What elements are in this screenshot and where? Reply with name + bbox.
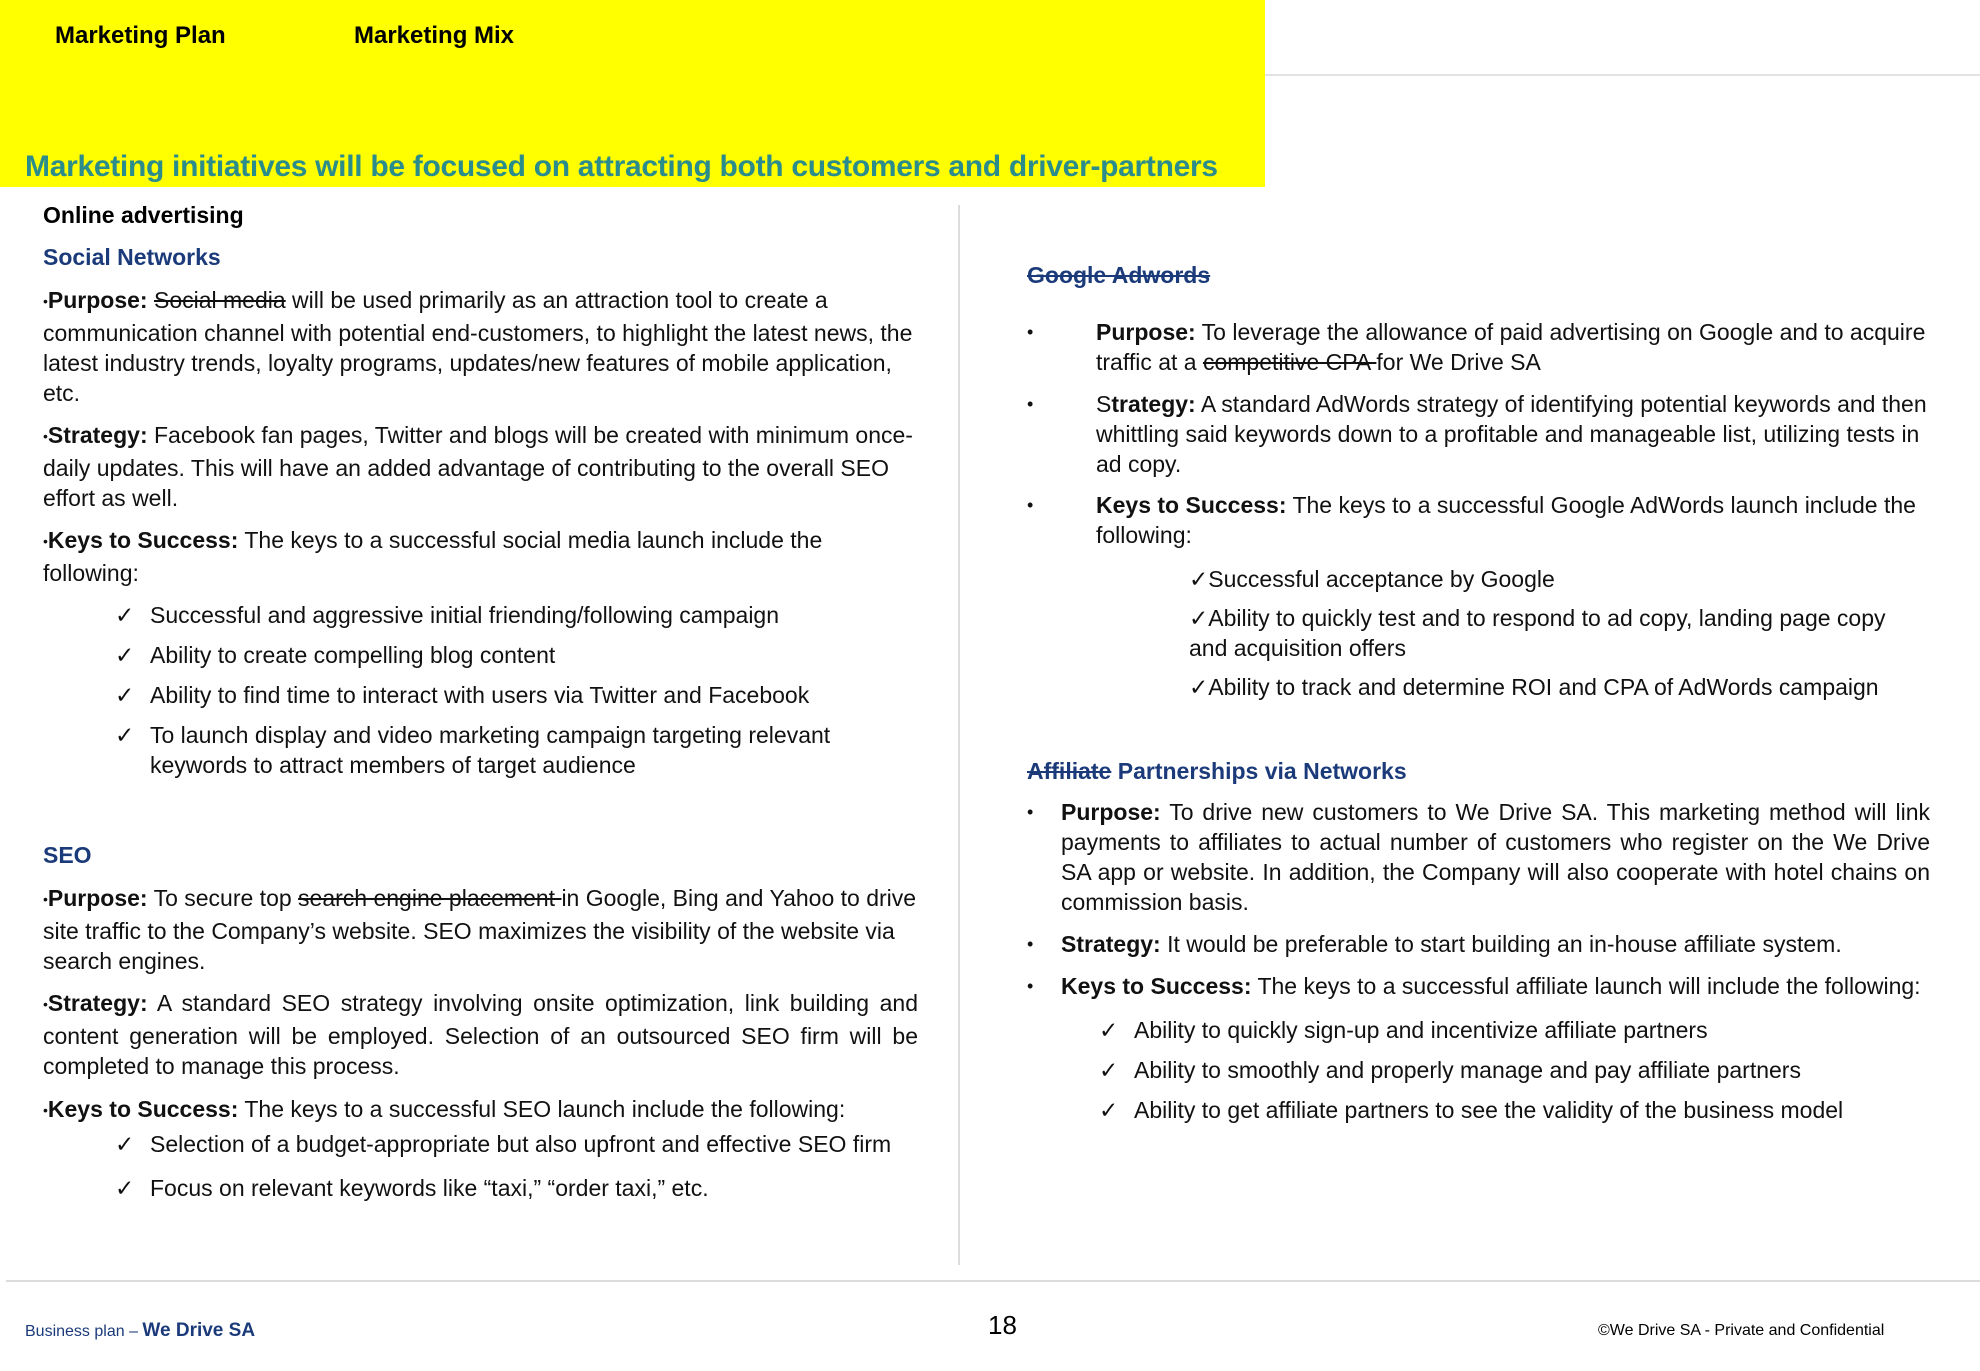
- purpose-label: Purpose:: [47, 287, 148, 313]
- keys-label: Keys to Success:: [47, 527, 239, 553]
- keys-label: Keys to Success:: [1096, 492, 1287, 518]
- footer-rule: [6, 1280, 1980, 1282]
- strategy-text: A standard SEO strategy involving onsite optimization, link building and content generation will be employed. Selection of an outsourced SEO firm will be completed to manage this process.: [43, 990, 918, 1079]
- affiliate-heading: [1027, 756, 1930, 786]
- list-item: ✓ Selection of a budget-appropriate but also upfront and effective SEO firm: [43, 1129, 918, 1159]
- purpose-label: Purpose:: [1061, 799, 1161, 825]
- seo-purpose: [43, 883, 918, 976]
- affiliate-purpose: [1027, 797, 1930, 917]
- page-banner: Marketing initiatives will be focused on attracting both customers and driver-partners: [25, 150, 1218, 183]
- purpose-text: in Google, Bing and Yahoo to drive site traffic to the Company’s website. SEO maximizes the visibility of the website via search engines.: [43, 885, 917, 974]
- left-column: [43, 200, 918, 1203]
- keys-text: The keys to a successful SEO launch include the following:: [238, 1096, 846, 1122]
- google-adwords-heading: Google Adwords: [1027, 262, 1211, 288]
- list-item: ✓ Ability to quickly test and to respond to ad copy, landing page copy and acquisition offers: [1027, 603, 1930, 663]
- adwords-keys: [1027, 490, 1930, 550]
- footer-brand: We Drive SA: [142, 1320, 256, 1341]
- purpose-text: will be used primarily as an attraction tool to create a communication channel with potential end-customers, to highlight the latest news, the latest industry trends, loyalty programs, updates/new features of mobile application, etc.: [43, 287, 913, 406]
- heading-text: Partnerships via Networks: [1111, 758, 1407, 784]
- seo-heading: SEO: [43, 842, 92, 868]
- header-rule: [1265, 74, 1980, 76]
- struck-text: Affiliate: [1027, 758, 1112, 784]
- purpose-label: Purpose:: [47, 885, 148, 911]
- list-item: ✓ Successful and aggressive initial friending/following campaign: [43, 600, 918, 630]
- seo-keys: [43, 1094, 918, 1127]
- keys-text: The keys to a successful Google AdWords launch include the following:: [1096, 492, 1916, 548]
- strategy-label: trategy:: [1111, 391, 1196, 417]
- nav-marketing-plan[interactable]: Marketing Plan: [55, 22, 226, 49]
- list-item: ✓ Ability to smoothly and properly manage and pay affiliate partners: [1027, 1055, 1930, 1085]
- list-item: ✓ To launch display and video marketing campaign targeting relevant keywords to attract members of target audience: [43, 720, 918, 780]
- struck-text: search engine placement: [298, 885, 562, 911]
- section-title: Online advertising: [43, 202, 244, 228]
- page-number: 18: [988, 1310, 1017, 1340]
- column-divider: [958, 205, 960, 1265]
- affiliate-checklist: [1027, 1015, 1930, 1125]
- strategy-label: Strategy:: [1061, 931, 1161, 957]
- purpose-text: To leverage the allowance of paid advertising on Google and to acquire traffic at a: [1096, 319, 1926, 375]
- right-column: [1027, 260, 1930, 1125]
- purpose-text: for We Drive SA: [1376, 349, 1541, 375]
- social-purpose: [43, 285, 918, 408]
- list-item: ✓ Ability to find time to interact with users via Twitter and Facebook: [43, 680, 918, 710]
- seo-checklist: [43, 1129, 918, 1203]
- social-keys: [43, 525, 918, 588]
- list-item: ✓ Successful acceptance by Google: [1027, 564, 1930, 594]
- list-item: ✓ Ability to create compelling blog content: [43, 640, 918, 670]
- strategy-text: It would be preferable to start building an in-house affiliate system.: [1160, 931, 1842, 957]
- affiliate-keys: [1027, 971, 1930, 1001]
- affiliate-strategy: [1027, 929, 1930, 959]
- list-item: ✓ Ability to get affiliate partners to see the validity of the business model: [1027, 1095, 1930, 1125]
- footer-left: [25, 1320, 255, 1342]
- strategy-text: Facebook fan pages, Twitter and blogs will be created with minimum once-daily updates. This will have an added advantage of contributing to the overall SEO effort as well.: [43, 422, 913, 511]
- social-checklist: [43, 600, 918, 780]
- list-item: ✓ Ability to track and determine ROI and CPA of AdWords campaign: [1027, 672, 1930, 702]
- strategy-initial: S: [1096, 391, 1112, 417]
- keys-text: The keys to a successful social media launch include the following:: [43, 527, 823, 586]
- social-strategy: [43, 420, 918, 513]
- purpose-text: To secure top: [147, 885, 299, 911]
- adwords-checklist: [1027, 564, 1930, 702]
- keys-text: The keys to a successful affiliate launch will include the following:: [1251, 973, 1921, 999]
- list-item: ✓ Ability to quickly sign-up and incentivize affiliate partners: [1027, 1015, 1930, 1045]
- keys-label: Keys to Success:: [1061, 973, 1252, 999]
- strategy-text: A standard AdWords strategy of identifying potential keywords and then whittling said keywords down to a profitable and manageable list, utilizing tests in ad copy.: [1096, 391, 1927, 477]
- seo-strategy: [43, 988, 918, 1081]
- adwords-strategy: [1027, 389, 1930, 479]
- strategy-label: Strategy:: [47, 990, 148, 1016]
- nav-marketing-mix[interactable]: Marketing Mix: [354, 22, 515, 49]
- footer-prefix: Business plan –: [25, 1323, 143, 1340]
- adwords-purpose: [1027, 317, 1930, 377]
- purpose-text: To drive new customers to We Drive SA. This marketing method will link payments to affiliates to actual number of customers who register on the We Drive SA app or website. In addition, the Company will also cooperate with hotel chains on commission basis.: [1061, 799, 1930, 915]
- struck-text: Social media: [153, 287, 286, 313]
- purpose-label: Purpose:: [1096, 319, 1196, 345]
- keys-label: Keys to Success:: [47, 1096, 239, 1122]
- strategy-label: Strategy:: [47, 422, 148, 448]
- list-item: ✓ Focus on relevant keywords like “taxi,” “order taxi,” etc.: [43, 1173, 918, 1203]
- footer-confidential: ©We Drive SA - Private and Confidential: [1598, 1322, 1885, 1339]
- social-networks-heading: Social Networks: [43, 244, 221, 270]
- struck-text: competitive CPA: [1202, 349, 1377, 375]
